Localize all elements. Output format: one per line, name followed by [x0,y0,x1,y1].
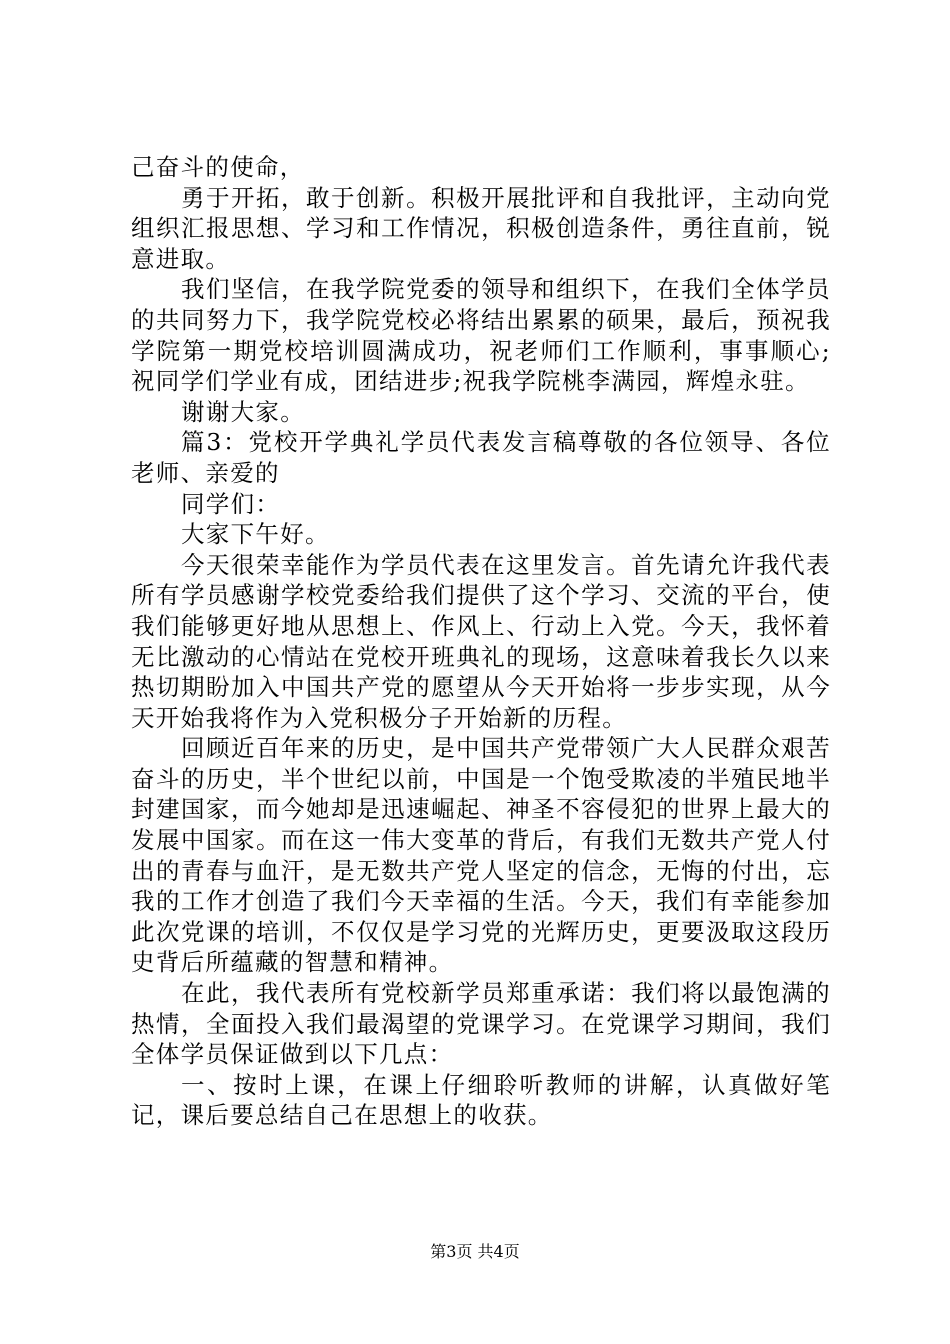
paragraph-9: 回顾近百年来的历史，是中国共产党带领广大人民群众艰苦奋斗的历史，半个世纪以前，中国是一个饱受欺凌的半殖民地半封建国家，而今她却是迅速崛起、神圣不容侵犯的世界上最大的发展中国家。而在这一伟大变革的背后，有我们无数共产党人付出的青春与血汗，是无数共产党人坚定的信念，无悔的付出，忘我的工作才创造了我们今天幸福的生活。今天，我们有幸能参加此次党课的培训，不仅仅是学习党的光辉历史，更要汲取这段历史背后所蕴藏的智慧和精神。 [131,734,831,977]
paragraph-8: 今天很荣幸能作为学员代表在这里发言。首先请允许我代表所有学员感谢学校党委给我们提供了这个学习、交流的平台，使我们能够更好地从思想上、作风上、行动上入党。今天，我怀着无比激动的心情站在党校开班典礼的现场，这意味着我长久以来热切期盼加入中国共产党的愿望从今天开始将一步步实现，从今天开始我将作为入党积极分子开始新的历程。 [131,550,831,732]
paragraph-10: 在此，我代表所有党校新学员郑重承诺：我们将以最饱满的热情，全面投入我们最渴望的党课学习。在党课学习期间，我们全体学员保证做到以下几点： [131,979,831,1069]
salutation: 同学们： [181,489,281,518]
paragraph-1: 己奋斗的使命， [131,153,305,181]
paragraph-3: 我们坚信，在我学院党委的领导和组织下，在我们全体学员的共同努力下，我学院党校必将结出累累的硕果，最后，预祝我学院第一期党校培训圆满成功，祝老师们工作顺利，事事顺心;祝同学们学业有成，团结进步;祝我学院桃李满园，辉煌永驻。 [131,275,831,396]
paragraph-2: 勇于开拓，敢于创新。积极开展批评和自我批评，主动向党组织汇报思想、学习和工作情况，积极创造条件，勇往直前，锐意进取。 [131,183,831,273]
page-number-footer: 第3页 共4页 [430,1242,520,1261]
paragraph-11: 一、按时上课，在课上仔细聆听教师的讲解，认真做好笔记，课后要总结自己在思想上的收获。 [131,1070,831,1130]
paragraph-4: 谢谢大家。 [181,397,305,426]
greeting: 大家下午好。 [181,520,330,549]
document-body [131,152,831,1131]
section-heading: 篇3：党校开学典礼学员代表发言稿尊敬的各位领导、各位老师、亲爱的 [131,428,831,487]
